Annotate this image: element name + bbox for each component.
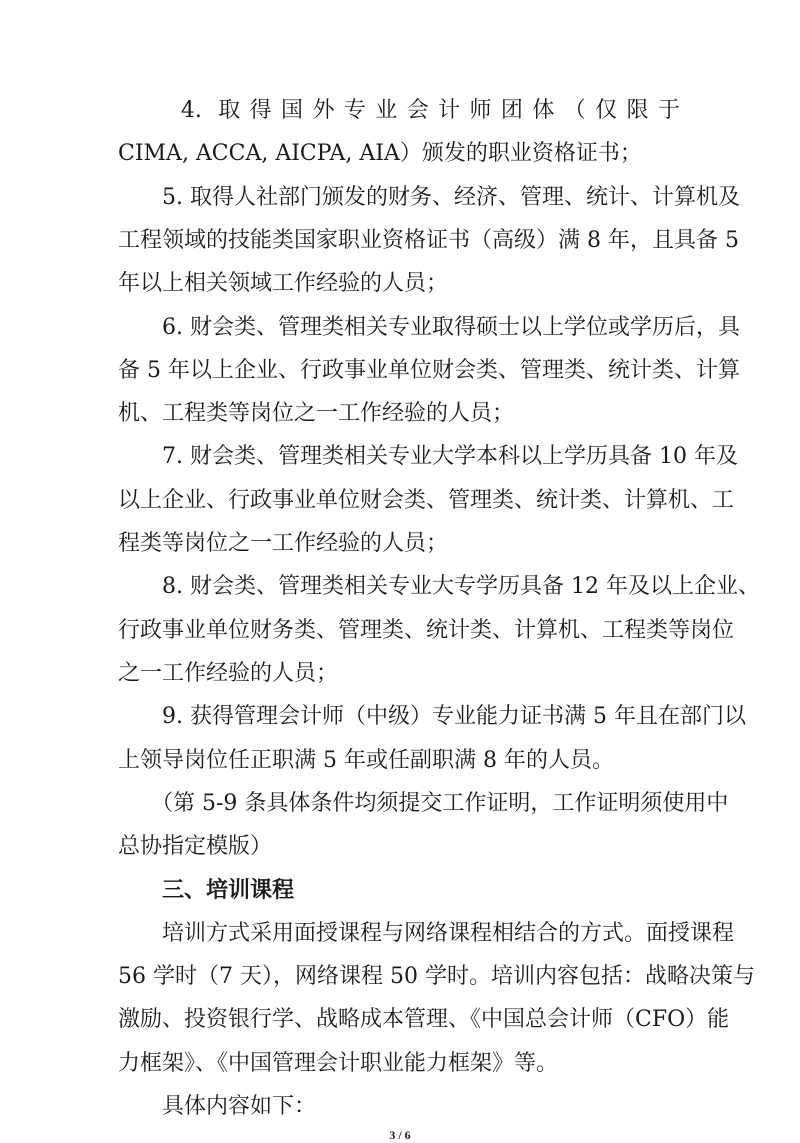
text-line: 之一工作经验的人员；: [118, 660, 339, 686]
text-line: 备 5 年以上企业、行政事业单位财会类、管理类、统计类、计算: [118, 357, 740, 383]
text-line: 行政事业单位财务类、管理类、统计类、计算机、工程类等岗位: [118, 617, 735, 643]
text-line: 56 学时（7 天），网络课程 50 学时。培训内容包括：战略决策与: [118, 964, 755, 989]
text-line: 培训方式采用面授课程与网络课程相结合的方式。面授课程: [118, 920, 735, 946]
text-line: 6. 财会类、管理类相关专业取得硕士以上学位或学历后，具: [118, 314, 740, 340]
text-line: 具体内容如下：: [118, 1093, 317, 1119]
text-line: 7. 财会类、管理类相关专业大学本科以上学历具备 10 年及: [118, 444, 738, 470]
text-line: 工程领域的技能类国家职业资格证书（高级）满 8 年，且具备 5: [118, 227, 739, 253]
text-line: 总协指定模版）: [118, 834, 273, 860]
text-line: 5. 取得人社部门颁发的财务、经济、管理、统计、计算机及: [118, 184, 740, 210]
text-line: 机、工程类等岗位之一工作经验的人员；: [118, 401, 515, 427]
text-line: 激励、投资银行学、战略成本管理、《中国总会计师（CFO）能: [118, 1007, 730, 1033]
text-line: 以上企业、行政事业单位财会类、管理类、统计类、计算机、工: [118, 487, 735, 513]
text-line: （第 5-9 条具体条件均须提交工作证明，工作证明须使用中: [118, 790, 729, 816]
text-line: 9. 获得管理会计师（中级）专业能力证书满 5 年且在部门以: [118, 704, 746, 730]
text-line: 上领导岗位任正职满 5 年或任副职满 8 年的人员。: [118, 747, 614, 773]
text-line: 程类等岗位之一工作经验的人员；: [118, 531, 449, 556]
section-heading: 三、培训课程: [118, 877, 295, 904]
text-line: CIMA, ACCA, AICPA, AIA）颁发的职业资格证书；: [118, 141, 642, 167]
text-line: 4. 取得国外专业会计师团体（仅限于: [118, 98, 680, 123]
text-line: 年以上相关领域工作经验的人员；: [118, 271, 449, 297]
text-line: 8. 财会类、管理类相关专业大专学历具备 12 年及以上企业、: [118, 574, 760, 600]
page-number: 3 / 6: [389, 1127, 411, 1142]
text-line: 力框架》、《中国管理会计职业能力框架》等。: [118, 1050, 559, 1076]
